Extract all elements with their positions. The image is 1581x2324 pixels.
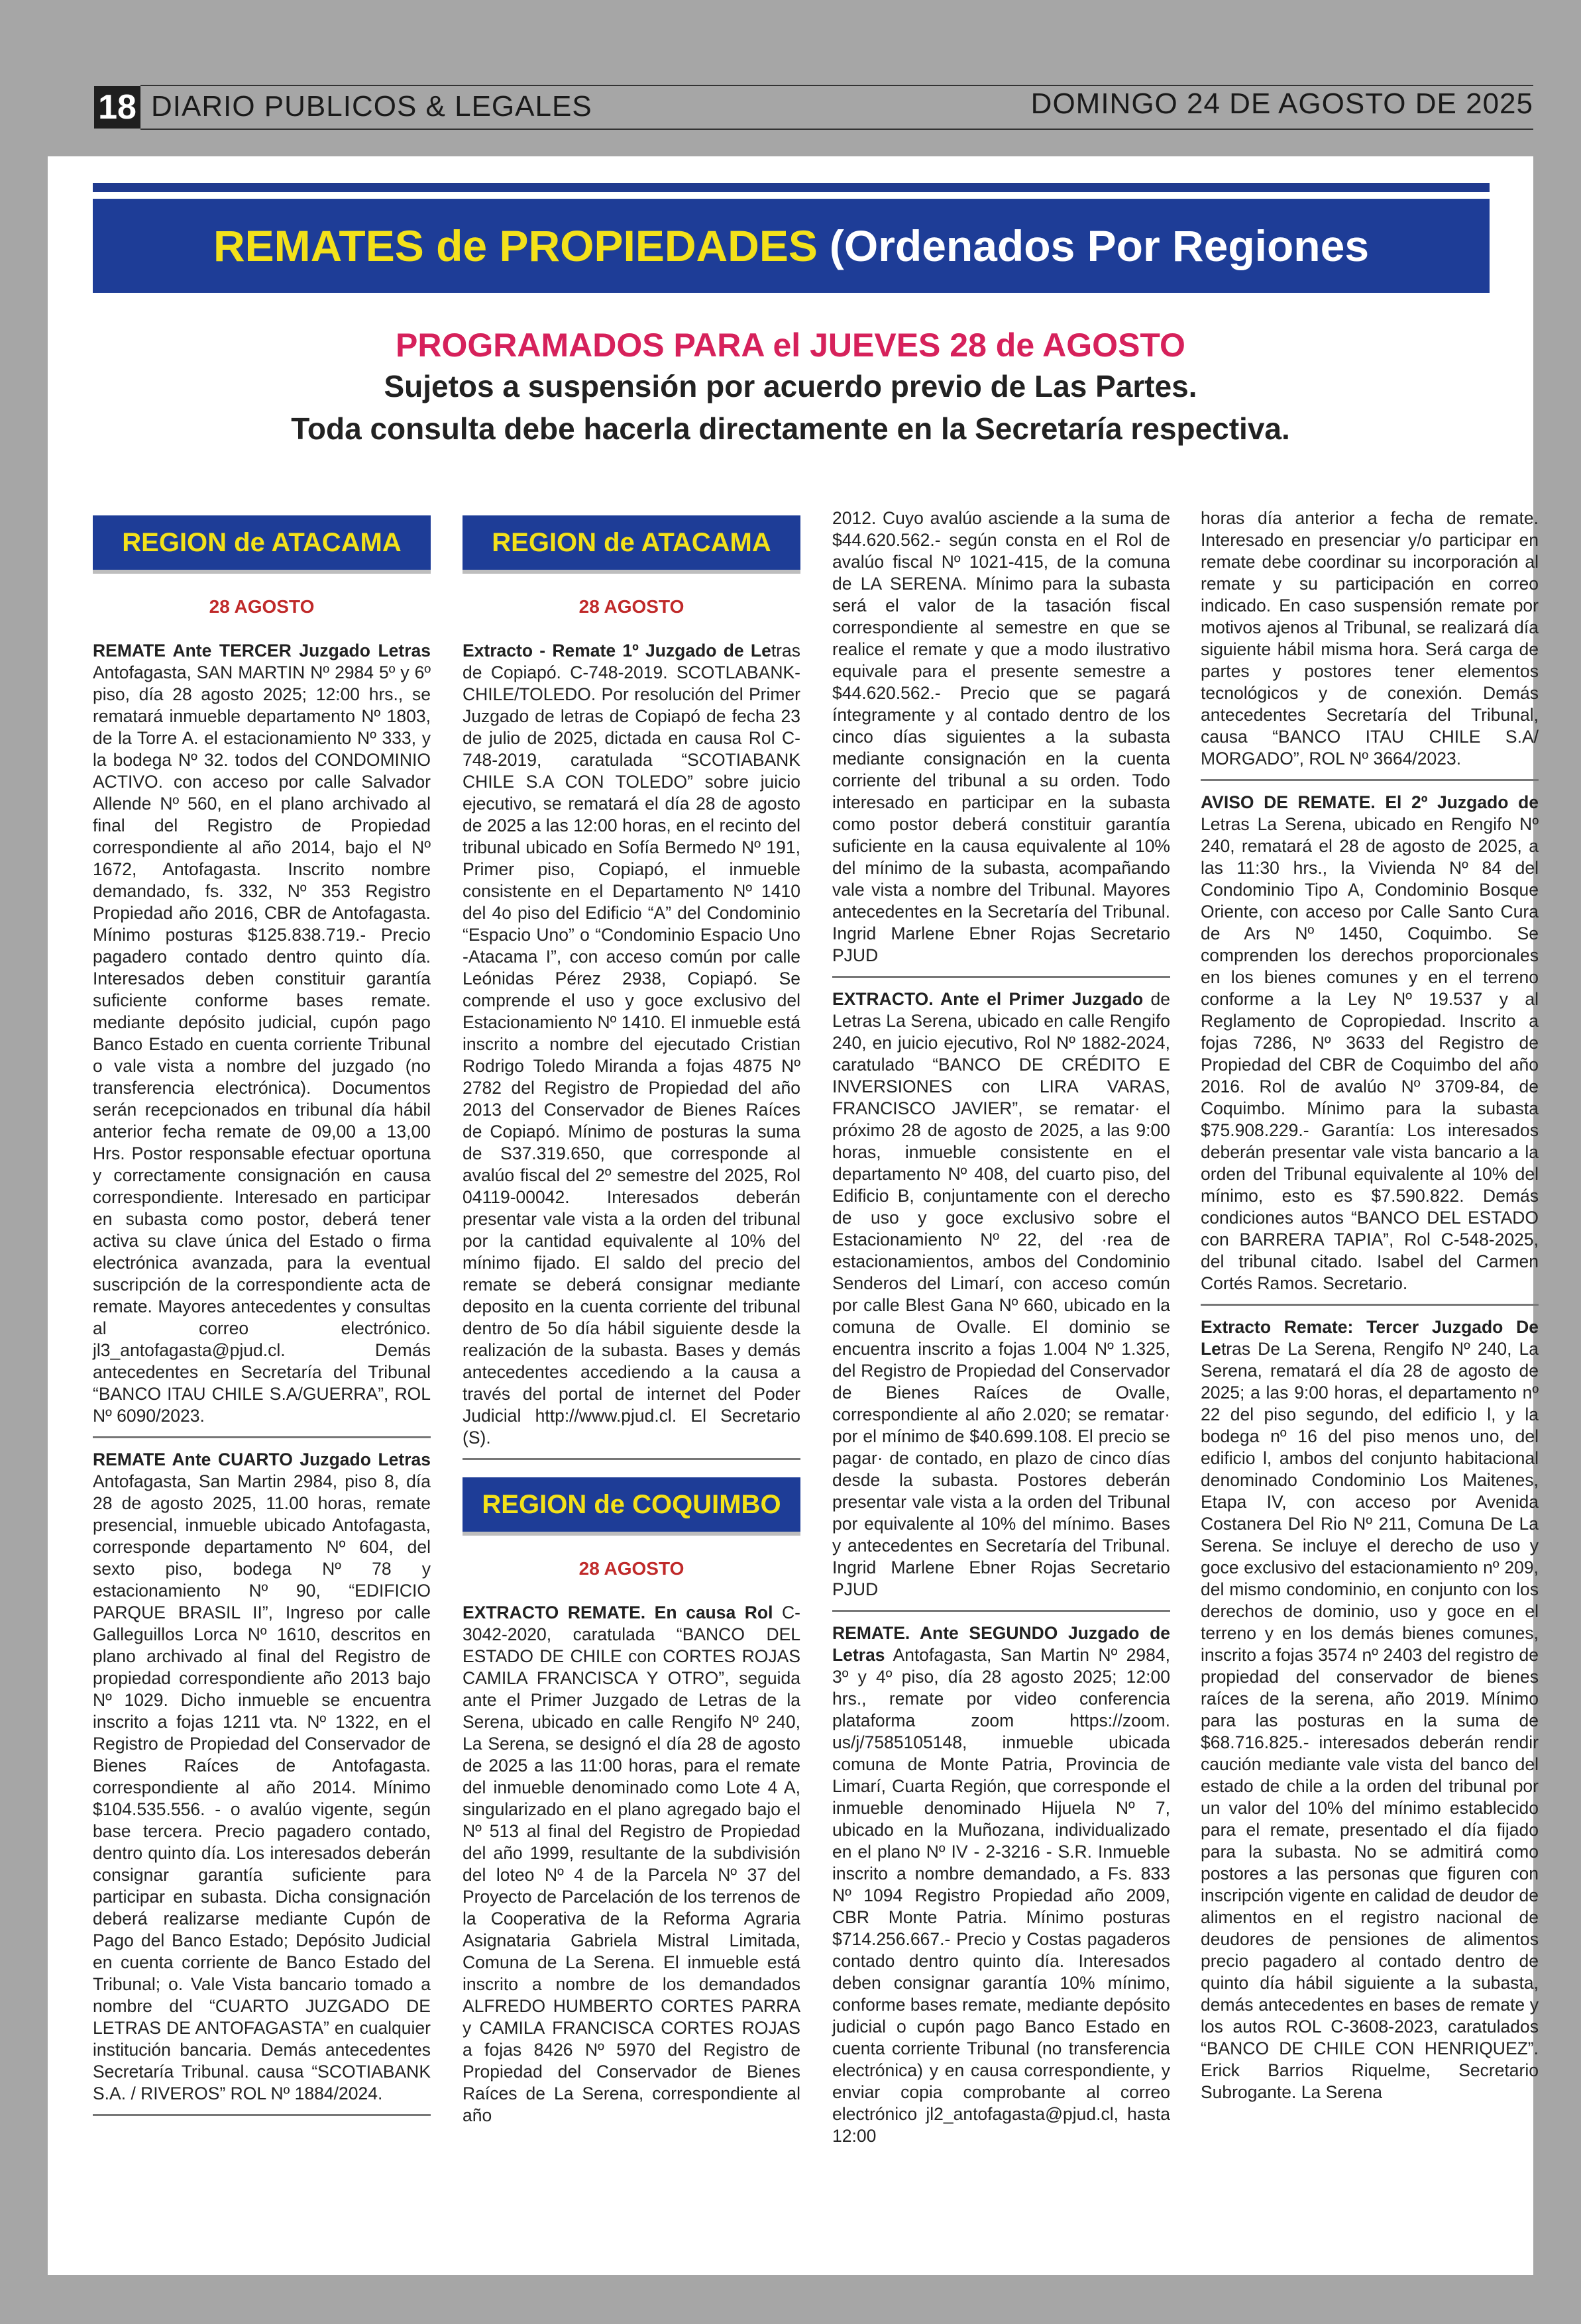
notice-heading: REMATE Ante TERCER Juzgado Letras (93, 641, 431, 660)
notice-body: Antofagasta, San Martin Nº 2984, 3º y 4º piso, día 28 agosto 2025; 12:00 hrs., remate por video conferencia plataforma zoom https://zoom. us/j/7585105148, inmueble ubicada comuna de Monte Patria, Provincia de Limarí, Cuarta Región, que corresponde el inmueble denominado Hijuela Nº 7, ubicado en la Muñozana, individualizado en el plano Nº IV - 2-3216 - S.R. Inmueble inscrito a nombre demandado, a Fs. 833 Nº 1094 Registro Propiedad año 2009, CBR Monte Patria. Mínimo posturas $714.256.667.- Precio y Costas pagaderos contado dentro quinto día. Interesados deben consignar garantía 10% mínimo, conforme bases remate, mediante depósito judicial o cupón pago Banco Estado en cuenta corriente Tribunal (no transferencia electrónica) y en causa correspondiente, y enviar copia comprobante al correo electrónico jl2_antofagasta@pjud.cl, hasta 12:00 (832, 1645, 1170, 2146)
auction-notice (1201, 792, 1539, 1294)
divider (832, 976, 1170, 978)
notice-body: de Letras La Serena, ubicado en calle Rengifo 240, en juicio ejecutivo, Rol Nº 1882-2024, caratulado “BANCO DE CRÉDITO E INVERSIONES con LIRA VARAS, FRANCISCO JAVIER”, se rematar· el próximo 28 de agosto de 2025, a las 9:00 horas, inmueble consistente en el departamento Nº 408, del cuarto piso, del Edificio B, conjuntamente con el derecho de uso y goce exclusivo sobre el Estacionamiento Nº 22, del ·rea de estacionamientos, ambos del Condominio Senderos del Limarí, con acceso común por calle Blest Gana Nº 660, ubicado en la comuna de Ovalle. El dominio se encuentra inscrito a fojas 1.004 Nº 1.325, del Registro de Propiedad del Conservador de Bienes Raíces de Ovalle, correspondiente al año 2.020; se rematar· por el mínimo de $40.699.108. El precio se pagar· de contado, en plazo de cinco días desde la subasta. Postores deberán presentar vale vista a la orden del Tribunal por equivalente al 10% del mínimo. Bases y antecedentes en Secretaría del Tribunal. Ingrid Marlene Ebner Rojas Secretario PJUD (832, 989, 1170, 1599)
notice-body: Antofagasta, San Martin 2984, piso 8, día 28 de agosto 2025, 11.00 horas, remate presencial, inmueble ubicado Antofagasta, corresponde departamento Nº 604, del sexto piso, bodega Nº 78 y estacionamiento Nº 90, “EDIFICIO PARQUE BRASIL II”, Ingreso por calle Galleguillos Lorca Nº 1610, descritos en plano archivado al final del Registro de propiedad correspondiente año 2013 bajo Nº 1029. Dicho inmueble se encuentra inscrito a fojas 1211 vta. Nº 1322, en el Registro de Propiedad del Conservador de Bienes Raíces de Antofagasta. correspondiente al año 2014. Mínimo $104.535.556. - o avalúo vigente, según base tercera. Precio pagadero contado, dentro quinto día. Los interesados deberán consignar garantía suficiente para participar en subasta. Dicha consignación deberá realizarse mediante Cupón de Pago del Banco Estado; Depósito Judicial en cuenta corriente de Banco Estado del Tribunal; o. Vale Vista bancario tomado a nombre del “CUARTO JUZGADO DE LETRAS DE ANTOFAGASTA” en cualquier institución bancaria. Demás antecedentes Secretaría Tribunal. causa “SCOTIABANK S.A. / RIVEROS” ROL Nº 1884/2024. (93, 1471, 431, 2103)
notice-body: Letras La Serena, ubicado en Rengifo Nº 240, rematará el 28 de agosto de 2025, a las 11:30 hrs., la Vivienda Nº 84 del Condominio Tipo A, Condominio Bosque Oriente, con acceso por Calle Santo Cura de Ars Nº 1450, Coquimbo. Se comprenden los derechos proporcionales en los bienes comunes y en el terreno conforme a la Ley Nº 19.537 y al Reglamento de Copropiedad. Inscrito a fojas 7286, Nº 3633 del Registro de Propiedad del CBR de Coquimbo del año 2016. Rol de avalúo Nº 3709-84, de Coquimbo. Mínimo para la subasta $75.908.229.- Garantía: Los interesados deberán presentar vale vista bancario a la orden del Tribunal equivalente al 10% del mínimo, esto es $7.590.822. Demás condiciones autos “BANCO DEL ESTADO con BARRERA TAPIA”, Rol C-548-2025, del tribunal citado. Isabel del Carmen Cortés Ramos. Secretario. (1201, 814, 1539, 1293)
banner-top-stripe (93, 183, 1490, 192)
notice-heading: AVISO DE REMATE. El 2º Juzgado de (1201, 792, 1539, 812)
schedule-heading: PROGRAMADOS PARA el JUEVES 28 de AGOSTO (396, 327, 1185, 364)
publication-date: DOMINGO 24 DE AGOSTO DE 2025 (1030, 87, 1533, 120)
notice-continuation: 2012. Cuyo avalúo asciende a la suma de $44.620.562.- según consta en el Rol de avalúo fiscal Nº 1021-415, de la comuna de LA SERENA. Mínimo para la subasta será el valor de la tasación fiscal correspondiente al semestre en que se realice el remate y que a modo ilustrativo equivale para el presente semestre a $44.620.562.- Precio que se pagará íntegramente y al contado dentro de los cinco días siguientes a la subasta mediante consignación en la cuenta corriente del tribunal a su orden. Todo interesado en participar en la subasta como postor deberá constituir garantía suficiente en la causa equivalente al 10% del mínimo de la subasta, acompañando vale vista a nombre del Tribunal. Mayores antecedentes en la Secretaría del Tribunal. Ingrid Marlene Ebner Rojas Secretario PJUD (832, 508, 1170, 965)
auction-notice (463, 640, 800, 1449)
notice-line-1: Sujetos a suspensión por acuerdo previo de Las Partes. (384, 369, 1197, 403)
column-3 (832, 507, 1170, 2155)
divider (93, 2114, 431, 2116)
divider (832, 1610, 1170, 1612)
notice-heading: EXTRACTO. Ante el Primer Juzgado (832, 989, 1144, 1009)
auction-notice (463, 1602, 800, 2127)
notice-heading: Extracto Remate: Tercer Juzgado De Le (1201, 1317, 1539, 1359)
divider (1201, 779, 1539, 781)
header-top-rule (140, 85, 1533, 86)
auction-notice (832, 1622, 1170, 2147)
notice-body: C-3042-2020, caratulada “BANCO DEL ESTADO DE CHILE con CORTES ROJAS CAMILA FRANCISCA Y OTRO”, seguida ante el Primer Juzgado de Letras de la Serena, ubicado en calle Rengifo Nº 240, La Serena, se designó el día 28 de agosto de 2025 a las 11:00 horas, para el remate del inmueble denominado como Lote 4 A, singularizado en el plano agregado bajo el Nº 513 al final del Registro de Propiedad del año 1999, resultante de la subdivisión del loteo Nº 4 de la Parcela Nº 37 del Proyecto de Parcelación de los terrenos de la Cooperativa de la Reforma Agraria Asignataria Gabriela Mistral Limitada, Comuna de La Serena. El inmueble está inscrito a nombre de los demandados ALFREDO HUMBERTO CORTES PARRA y CAMILA FRANCISCA CORTES ROJAS a fojas 8426 Nº 5970 del Registro de Propiedad del Conservador de Bienes Raíces de La Serena, correspondiente al año (463, 1603, 801, 2125)
divider (463, 1458, 800, 1460)
auction-notice (93, 1449, 431, 2105)
page-content (48, 156, 1539, 2275)
region-heading: REGION de COQUIMBO (463, 1477, 800, 1536)
auction-notice (1201, 1316, 1539, 2103)
notice-heading: EXTRACTO REMATE. En causa Rol (463, 1603, 773, 1622)
notice-heading: REMATE. Ante SEGUNDO Juzgado de Letras (832, 1623, 1170, 1665)
header-bottom-rule (140, 129, 1533, 130)
region-heading: REGION de ATACAMA (93, 515, 431, 574)
notice-heading: REMATE Ante CUARTO Juzgado Letras (93, 1450, 431, 1469)
auction-notice (93, 640, 431, 1427)
notice-body: tras de Copiapó. C-748-2019. SCOTLABANK-CHILE/TOLEDO. Por resolución del Primer Juzgado de letras de Copiapó de fecha 23 de julio de 2025, dictada en causa Rol C-748-2019, caratulada “SCOTIABANK CHILE S.A CON TOLEDO” sobre juicio ejecutivo, se rematará el día 28 de agosto de 2025 a las 12:00 horas, en el recinto del tribunal ubicado en Sofía Bermedo Nº 191, Primer piso, Copiapó, el inmueble consistente en el Departamento Nº 1410 del 4o piso del Edificio “A” del Condominio “Espacio Uno” o “Condominio Espacio Uno -Atacama I”, con acceso común por calle Leónidas Pérez 2938, Copiapó. Se comprende el uso y goce exclusivo del Estacionamiento Nº 1410. El inmueble está inscrito a nombre del ejecutado Cristian Rodrigo Toledo Miranda a fojas 4875 Nº 2782 del Registro de Propiedad del año 2013 del Conservador de Bienes Raíces de Copiapó. Mínimo de posturas la suma de S37.319.650, que corresponde al avalúo fiscal del 2º semestre del 2025, Rol 04119-00042. Interesados deberán presentar vale vista a la orden del tribunal por la cantidad equivalente al 10% del mínimo fijado. El saldo del precio del remate se deberá consignar mediante deposito en la cuenta corriente del tribunal dentro de 5o día hábil siguiente desde la realización de la subasta. Bases y demás antecedentes accediendo a la causa a través del portal de internet del Poder Judicial http://www.pjud.cl. El Secretario (S). (463, 641, 800, 1448)
auction-date: 28 AGOSTO (578, 1558, 684, 1579)
column-2 (463, 509, 800, 2135)
auction-date: 28 AGOSTO (209, 596, 315, 617)
notice-line-2: Toda consulta debe hacerla directamente en la Secretaría respectiva. (291, 411, 1290, 446)
region-heading: REGION de ATACAMA (463, 515, 800, 574)
page-number: 18 (94, 86, 140, 129)
column-4 (1201, 507, 1539, 2111)
banner-title: REMATES de PROPIEDADES (213, 221, 818, 270)
divider (93, 1436, 431, 1438)
notice-continuation: horas día anterior a fecha de remate. Interesado en presenciar y/o participar en remate debe coordinar su incorporación al remate y su participación en correo indicado. En caso suspensión remate por motivos ajenos al Tribunal, se realizará día siguiente hábil misma hora. Será carga de partes y postores tener elementos tecnológicos y de conexión. Demás antecedentes Secretaría del Tribunal, causa “BANCO ITAU CHILE S.A/ MORGADO”, ROL Nº 3664/2023. (1201, 508, 1539, 768)
publication-name: DIARIO PUBLICOS & LEGALES (151, 90, 592, 123)
notice-heading: Extracto - Remate 1º Juzgado de Le (463, 641, 771, 660)
auction-notice (832, 988, 1170, 1601)
page-header (0, 0, 1581, 156)
banner-subtitle: (Ordenados Por Regiones (829, 221, 1370, 270)
column-1 (93, 509, 431, 2127)
title-banner (93, 199, 1490, 293)
notice-body: Antofagasta, SAN MARTIN Nº 2984 5º y 6º piso, día 28 agosto 2025; 12:00 hrs., se rematará inmueble departamento Nº 1803, de la Torre A. el estacionamiento Nº 333, y la bodega Nº 32. todos del CONDOMINIO ACTIVO. con acceso por calle Salvador Allende Nº 560, en el plano archivado al final del Registro de Propiedad correspondiente al año 2014, bajo el Nº 1672, Antofagasta. Inscrito nombre demandado, fs. 332, Nº 353 Registro Propiedad año 2016, CBR de Antofagasta. Mínimo posturas $125.838.719.- Precio pagadero contado dentro quinto día. Interesados deben constituir garantía suficiente conforme bases remate. mediante depósito judicial, cupón pago Banco Estado en cuenta corriente Tribunal o vale vista a nombre del juzgado (no transferencia electrónica). Documentos serán recepcionados en tribunal día hábil anterior fecha remate de 09,00 a 13,00 Hrs. Postor responsable efectuar oportuna y correctamente consignación en causa correspondiente. Interesado en participar en subasta como postor, deberá tener activa su clave única del Estado o firma electrónica avanzada, para la eventual suscripción de la correspondiente acta de remate. Mayores antecedentes y consultas al correo electrónico. jl3_antofagasta@pjud.cl. Demás antecedentes en Secretaría del Tribunal “BANCO ITAU CHILE S.A/GUERRA”, ROL Nº 6090/2023. (93, 662, 431, 1426)
divider (1201, 1304, 1539, 1306)
notice-body: tras De La Serena, Rengifo Nº 240, La Serena, rematará el día 28 de agosto de 2025; a las 9:00 horas, el departamento nº 22 del piso segundo, del edificio l, y la bodega nº 16 del piso menos uno, del edificio l, ambos del conjunto habitacional denominado Condominio Los Maitenes, Etapa IV, con acceso por Avenida Costanera Del Rio Nº 211, Comuna De La Serena. Se incluye el derecho de uso y goce exclusivo del estacionamiento nº 209, del mismo condominio, en conjunto con los derechos de dominio, uso y goce en el terreno y en los demás bienes comunes, inscrito a fojas 3574 nº 2403 del registro de propiedad del conservador de bienes raíces de la serena, año 2019. Mínimo para las posturas en la suma de $68.716.825.- interesados deberán rendir caución mediante vale vista del banco del estado de chile a la orden del tribunal por un valor del 10% del mínimo establecido para el remate, presentado el día fijado para la subasta. No se admitirá como postores a las personas que figuren con inscripción vigente en calidad de deudor de alimentos en el registro nacional de deudores de pensiones de alimentos precio pagadero al contado dentro de quinto día hábil siguiente a la subasta, demás antecedentes en bases de remate y los autos ROL C-3608-2023, caratulados “BANCO DE CHILE CON HENRIQUEZ”. Erick Barrios Riquelme, Secretario Subrogante. La Serena (1201, 1339, 1539, 2102)
auction-date: 28 AGOSTO (578, 596, 684, 617)
